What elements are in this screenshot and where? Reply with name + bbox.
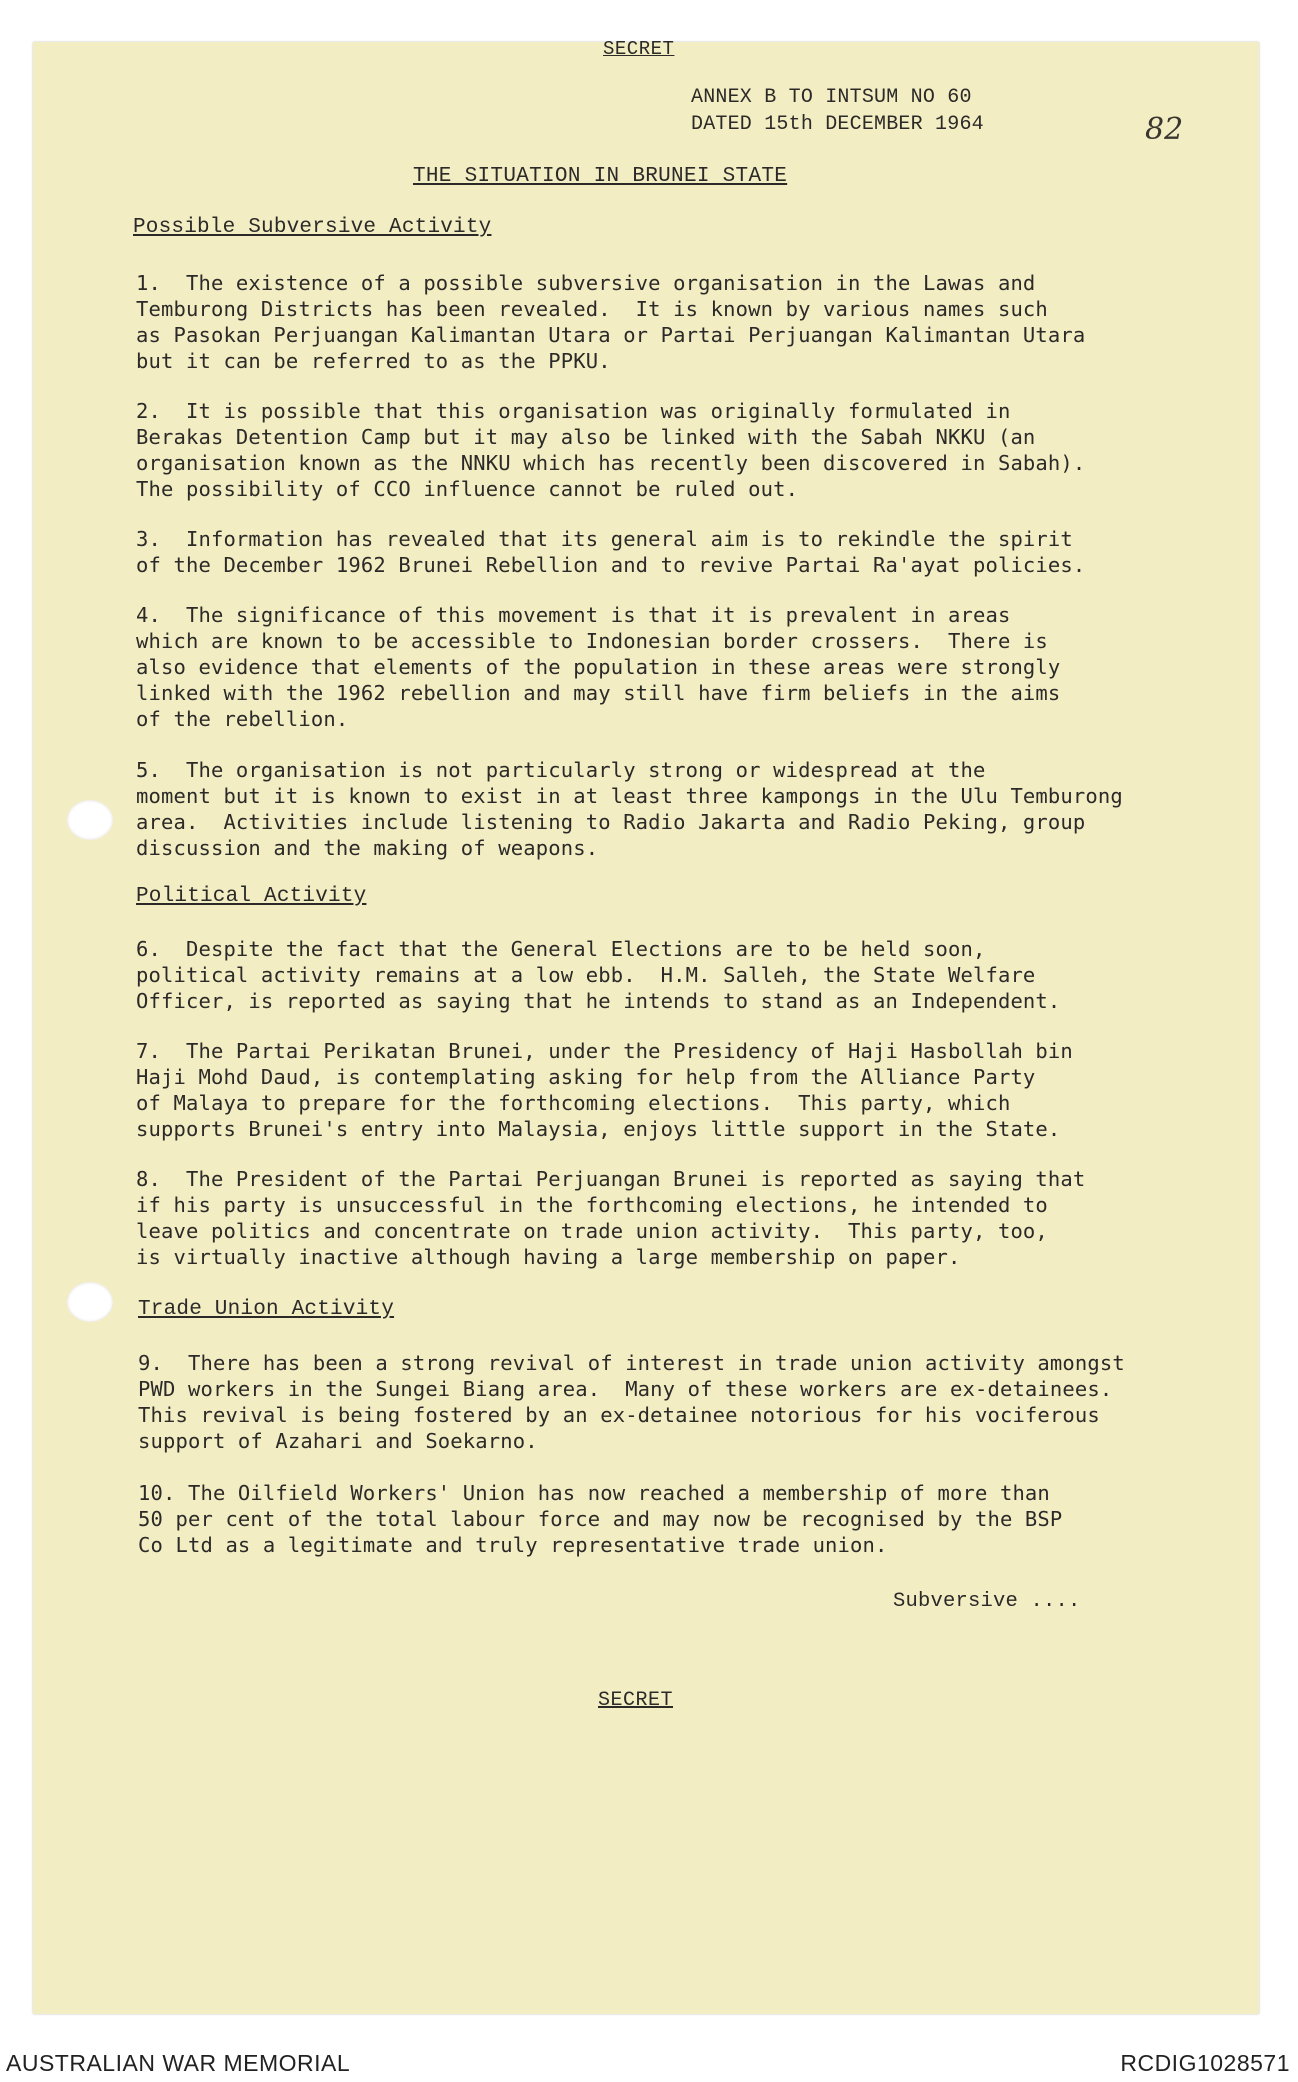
annex-date: DATED 15th DECEMBER 1964	[691, 113, 984, 136]
folio-number: 82	[1145, 112, 1184, 147]
punch-hole	[67, 1282, 113, 1322]
footer-institution: AUSTRALIAN WAR MEMORIAL	[6, 2050, 351, 2076]
paragraph: 4. The significance of this movement is that it is prevalent in areas which are known to be accessible to Indonesian border crossers. There is also evidence that elements of the population in these areas were strongly linked with the 1962 rebellion and may still have firm beliefs in the aims of the rebellion.	[136, 603, 1061, 731]
paragraph: 9. There has been a strong revival of interest in trade union activity amongst PWD workers in the Sungei Biang area. Many of these workers are ex-detainees. This revival is being fostered by an ex-detainee notorious for his vociferous support of Azahari and Soekarno.	[138, 1351, 1125, 1453]
paragraph: 1. The existence of a possible subversive organisation in the Lawas and Temburong Districts has been revealed. It is known by various names such as Pasokan Perjuangan Kalimantan Utara or Partai Perjuangan Kalimantan Utara but it can be referred to as the PPKU.	[136, 271, 1086, 373]
continuation-catchword: Subversive ....	[893, 1590, 1081, 1613]
punch-hole	[67, 800, 113, 840]
classification-bottom: SECRET	[598, 1689, 674, 1712]
annex-reference	[691, 84, 984, 138]
paragraph: 10. The Oilfield Workers' Union has now reached a membership of more than 50 per cent of the total labour force and may now be recognised by the BSP Co Ltd as a legitimate and truly representative trade union.	[138, 1481, 1063, 1557]
footer-record-id: RCDIG1028571	[1120, 2050, 1290, 2076]
paragraph: 6. Despite the fact that the General Elections are to be held soon, political activity remains at a low ebb. H.M. Salleh, the State Welfare Officer, is reported as saying that he intends to stand as an Independent.	[136, 937, 1061, 1013]
classification-top: SECRET	[603, 38, 675, 60]
paragraph: 2. It is possible that this organisation was originally formulated in Berakas Detention Camp but it may also be linked with the Sabah NKKU (an organisation known as the NNKU which has recently been discovered in Sabah). The possibility of CCO influence cannot be ruled out.	[136, 399, 1086, 501]
paragraph: 3. Information has revealed that its general aim is to rekindle the spirit of the December 1962 Brunei Rebellion and to revive Partai Ra'ayat policies.	[136, 527, 1086, 577]
document-page	[33, 38, 1259, 2014]
paragraph: 7. The Partai Perikatan Brunei, under the Presidency of Haji Hasbollah bin Haji Mohd Daud, is contemplating asking for help from the Alliance Party of Malaya to prepare for the forthcoming elections. This party, which supports Brunei's entry into Malaysia, enjoys little support in the State.	[136, 1039, 1073, 1141]
document-title: THE SITUATION IN BRUNEI STATE	[413, 165, 788, 188]
paragraph: 8. The President of the Partai Perjuangan Brunei is reported as saying that if his party is unsuccessful in the forthcoming elections, he intended to leave politics and concentrate on trade union activity. This party, too, is virtually inactive although having a large membership on paper.	[136, 1167, 1086, 1269]
paragraph: 5. The organisation is not particularly strong or widespread at the moment but it is known to exist in at least three kampongs in the Ulu Temburong area. Activities include listening to Radio Jakarta and Radio Peking, group discussion and the making of weapons.	[136, 758, 1123, 860]
section-heading: Trade Union Activity	[138, 1298, 395, 1321]
annex-line: ANNEX B TO INTSUM NO 60	[691, 86, 972, 109]
section-heading: Possible Subversive Activity	[133, 216, 492, 239]
section-heading: Political Activity	[136, 885, 367, 908]
